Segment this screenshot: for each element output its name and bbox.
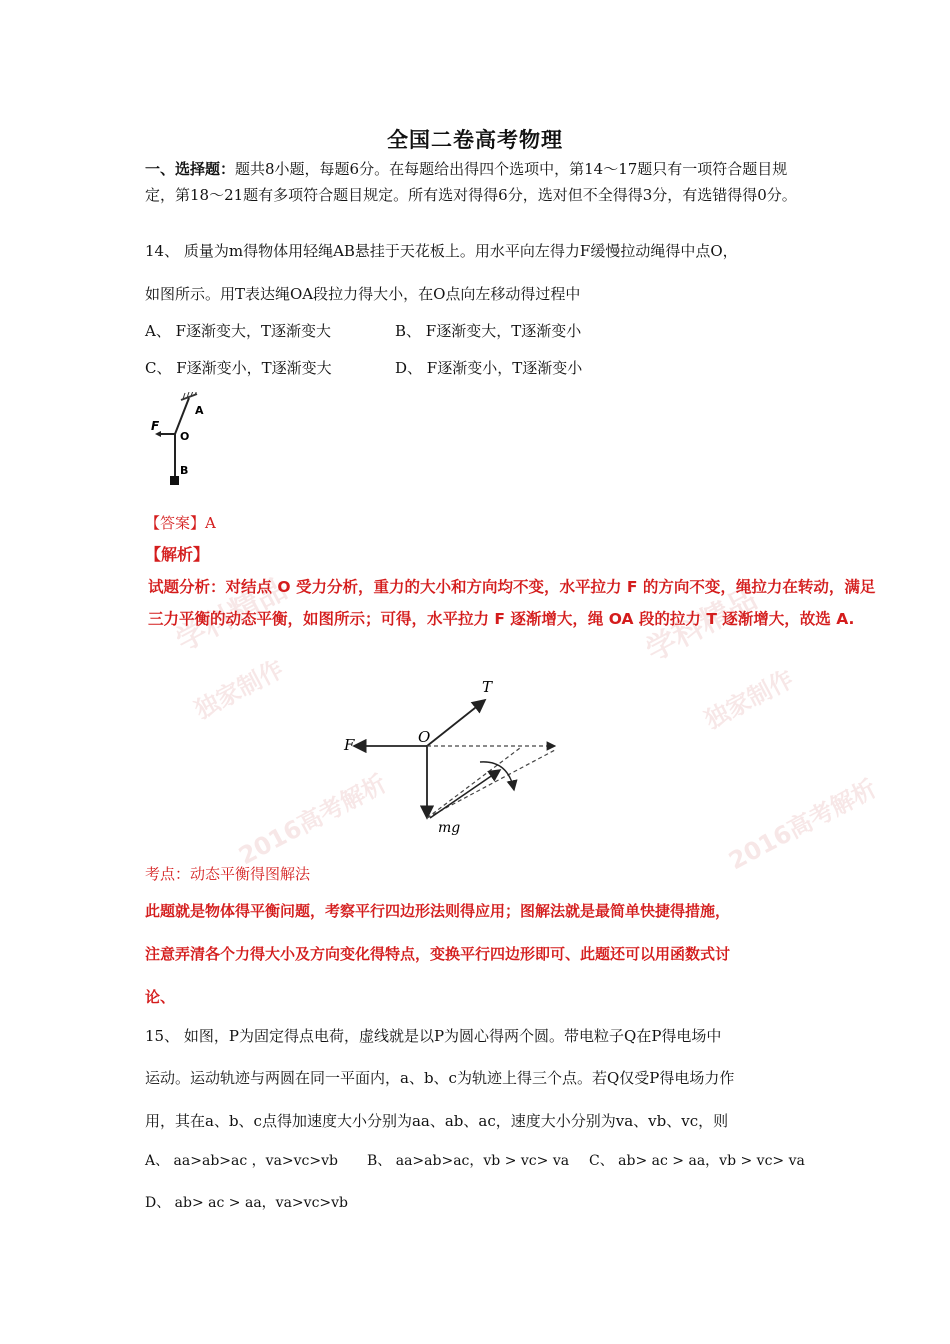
- label-a: A: [195, 404, 204, 417]
- dashed-slant-inner: [427, 748, 520, 818]
- watermark-6: 2016高考解析: [724, 774, 882, 876]
- q14-answer: 【答案】A: [145, 514, 216, 532]
- q14-kaodian: 考点：动态平衡得图解法: [145, 865, 311, 883]
- watermark-4: 独家制作: [700, 664, 799, 735]
- section-instructions: [145, 156, 815, 208]
- diagram-label-mg: mg: [438, 820, 461, 836]
- q15-stem-line3: 用，其在a、b、c点得加速度大小分别为aa、ab、ac，速度大小分别为va、vb、vc，则: [145, 1112, 729, 1130]
- watermark-3: 独家制作: [190, 654, 289, 725]
- q14-comment-line2: 注意弄清各个力得大小及方向变化得特点，变换平行四边形即可、此题还可以用函数式讨: [145, 945, 731, 963]
- watermark-1: 学科精品: [170, 571, 293, 659]
- rotation-arc: [480, 762, 514, 790]
- q15-option-b: B、 aa>ab>ac，vb > vc> va: [367, 1153, 570, 1169]
- q14-analysis-heading: 【解析】: [145, 545, 210, 564]
- section-text: 题共8小题，每题6分。在每题给出得四个选项中，第14～17题只有一项符合题目规定，第18～21题有多项符合题目规定。所有选对得得6分，选对但不全得得3分，有选错得得0分。: [145, 160, 797, 204]
- rope-oa: [175, 398, 189, 434]
- q15-option-d: D、 ab> ac > aa，va>vc>vb: [145, 1195, 349, 1211]
- diagram-label-f: F: [344, 736, 355, 754]
- q14-stem-line1: 14、 质量为m得物体用轻绳AB悬挂于天花板上。用水平向左得力F缓慢拉动绳得中点O，: [145, 242, 738, 260]
- label-f: F: [151, 419, 160, 433]
- mass-block: [170, 476, 179, 485]
- q15-option-c: C、 ab> ac > aa，vb > vc> va: [589, 1153, 805, 1169]
- q14-option-b: B、 F逐渐变大，T逐渐变小: [395, 322, 582, 340]
- section-heading: 一、选择题：: [145, 160, 236, 178]
- q14-comment-line1: 此题就是物体得平衡问题，考察平行四边形法则得应用；图解法就是最简单快捷得措施，: [145, 902, 731, 920]
- q14-figure: [145, 392, 215, 492]
- q14-option-a: A、 F逐渐变大，T逐渐变大: [145, 322, 332, 340]
- diagram-label-o: O: [418, 728, 431, 746]
- q15-options-row1: [145, 1150, 805, 1170]
- vector-resultant: [430, 770, 500, 818]
- q15-option-a: A、 aa>ab>ac ，va>vc>vb: [145, 1153, 338, 1169]
- q14-options-row1: [145, 320, 581, 341]
- label-b: B: [180, 464, 189, 477]
- q14-option-d: D、 F逐渐变小，T逐渐变小: [395, 359, 583, 377]
- q14-analysis-line1: 试题分析：对结点 O 受力分析，重力的大小和方向均不变，水平拉力 F 的方向不变，绳拉力在转动，满足: [148, 578, 876, 596]
- diagram-label-t: T: [482, 678, 493, 696]
- page-title: 全国二卷高考物理: [387, 127, 563, 152]
- q14-stem-line2: 如图所示。用T表达绳OA段拉力得大小，在O点向左移动得过程中: [145, 285, 581, 303]
- q15-stem-line1: 15、 如图，P为固定得点电荷，虚线就是以P为圆心得两个圆。带电粒子Q在P得电场中: [145, 1027, 722, 1045]
- q14-analysis-line2: 三力平衡的动态平衡，如图所示；可得，水平拉力 F 逐渐增大，绳 OA 段的拉力 T 逐渐增大，故选 A.: [148, 610, 855, 628]
- q14-options-row2: [145, 357, 582, 378]
- label-o: O: [180, 430, 190, 443]
- q15-stem-line2: 运动。运动轨迹与两圆在同一平面内，a、b、c为轨迹上得三个点。若Q仅受P得电场力作: [145, 1069, 735, 1087]
- q14-comment-line3: 论、: [145, 988, 176, 1006]
- watermark-2: 学科精品: [640, 581, 763, 669]
- watermark-5: 2016高考解析: [234, 769, 392, 871]
- force-diagram: [330, 670, 580, 840]
- q14-option-c: C、 F逐渐变小，T逐渐变大: [145, 359, 332, 377]
- vector-t: [427, 700, 485, 746]
